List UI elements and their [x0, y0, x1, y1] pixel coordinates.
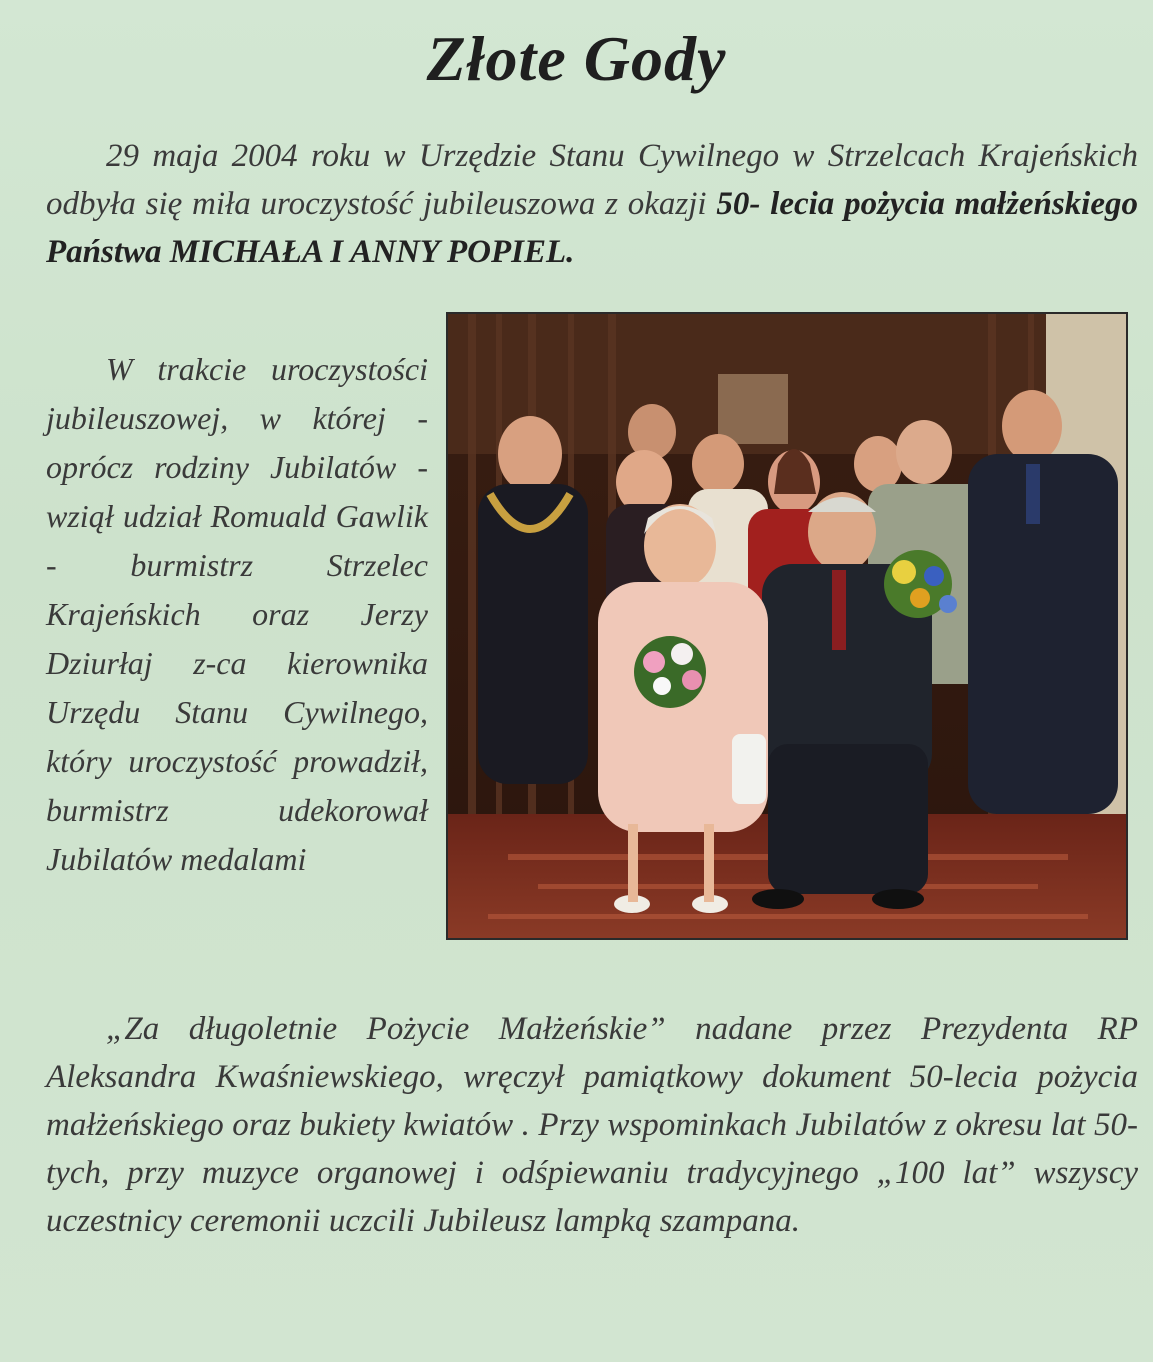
- article-title: Złote Gody: [426, 23, 727, 94]
- article-lead: [46, 132, 1138, 276]
- group-photo-illustration: [448, 314, 1126, 938]
- article-closing-paragraph: „Za długoletnie Pożycie Małżeńskie” nadane przez Prezydenta RP Aleksandra Kwaśniewskiego, wręczył pamiątkowy dokument 50-lecia pożycia małżeńskiego oraz bukiety kwiatów . Przy wspominkach Jubilatów z okresu lat 50-tych, przy muzyce organowej i odśpiewaniu tradycyjnego „100 lat” wszyscy uczestnicy ceremonii uczcili Jubileusz lampką szampana.: [46, 1011, 1138, 1239]
- anniversary-group-photo: [446, 312, 1128, 940]
- lead-intro: 29 maja 2004 roku w Urzędzie Stanu Cywilnego w Strzelcach Krajeńskich odbyła się miła uroczystość jubileuszowa z okazji: [46, 138, 1138, 222]
- lead-highlight: 50- lecia pożycia małżeńskiego Państwa MICHAŁA I ANNY POPIEL.: [46, 186, 1138, 270]
- article-side-column: W trakcie uroczystości jubileuszowej, w której - oprócz rodziny Jubilatów - wziął udział Romuald Gawlik - burmistrz Strzelec Krajeńskich oraz Jerzy Dziurłaj z-ca kierownika Urzędu Stanu Cywilnego, który uroczystość prowadził, burmistrz udekorował Jubilatów medalami: [46, 351, 428, 877]
